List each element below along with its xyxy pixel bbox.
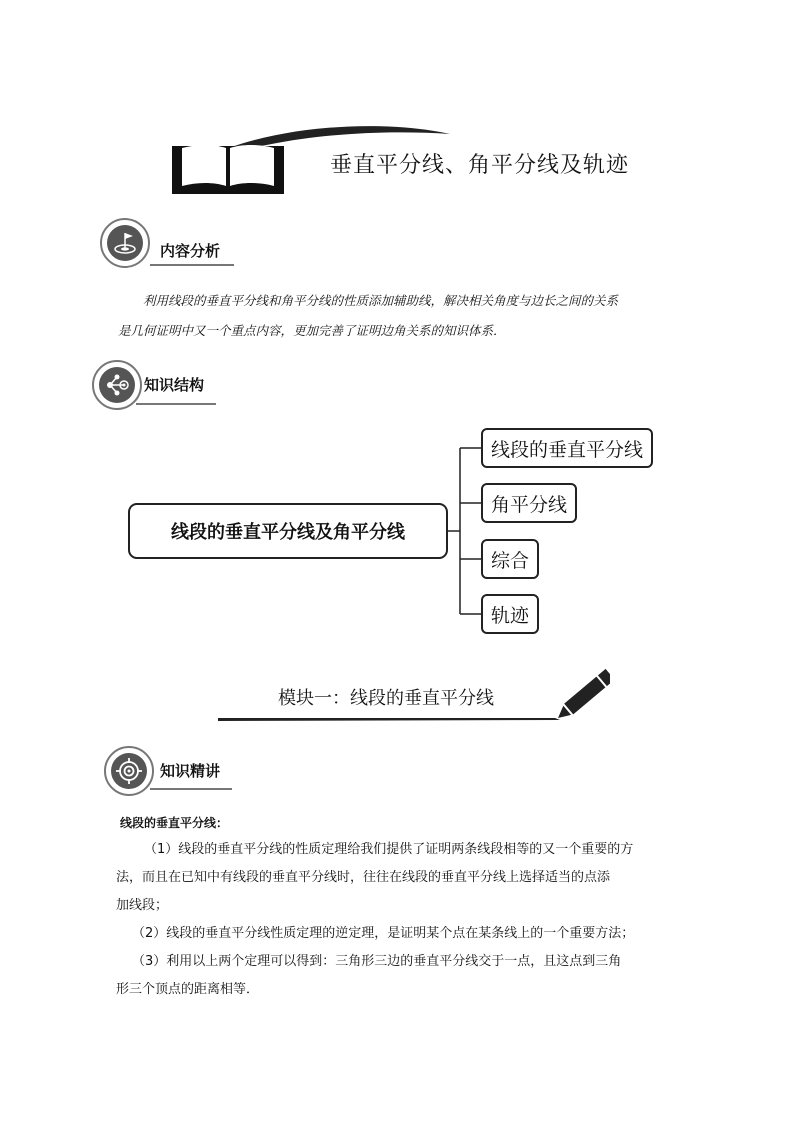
mindmap-node: 线段的垂直平分线 — [481, 428, 653, 468]
paragraph-line: 利用线段的垂直平分线和角平分线的性质添加辅助线，解决相关角度与边长之间的关系 — [143, 293, 619, 308]
body-heading: 线段的垂直平分线： — [120, 816, 229, 830]
mindmap-node: 轨迹 — [481, 594, 539, 634]
paragraph-line: 是几何证明中又一个重点内容，更加完善了证明边角关系的知识体系． — [118, 323, 506, 338]
module-title: 模块一：线段的垂直平分线 — [278, 688, 494, 709]
document-title: 垂直平分线、角平分线及轨迹 — [330, 153, 630, 178]
mindmap-node: 综合 — [481, 539, 539, 579]
mindmap-node: 角平分线 — [481, 483, 577, 523]
body-text — [116, 836, 634, 1004]
section-label-knowledge-explain: 知识精讲 — [160, 762, 221, 780]
body-line: 法，而且在已知中有线段的垂直平分线时，往往在线段的垂直平分线上选择适当的点添 — [116, 870, 611, 885]
body-line: 加线段； — [116, 898, 169, 913]
body-line: （3）利用以上两个定理可以得到：三角形三边的垂直平分线交于一点，且这点到三角 — [132, 954, 622, 969]
body-line: 形三个顶点的距离相等． — [116, 982, 260, 997]
section-label-knowledge-structure: 知识结构 — [144, 376, 205, 394]
pencil-icon — [210, 668, 610, 728]
section-label-content-analysis: 内容分析 — [160, 242, 221, 260]
section-underline — [150, 788, 232, 790]
body-line: （2）线段的垂直平分线性质定理的逆定理，是证明某个点在某条线上的一个重要方法； — [132, 926, 635, 941]
mindmap-root: 线段的垂直平分线及角平分线 — [128, 503, 448, 559]
target-icon — [104, 746, 154, 796]
body-line: （1）线段的垂直平分线的性质定理给我们提供了证明两条线段相等的又一个重要的方 — [144, 842, 634, 857]
